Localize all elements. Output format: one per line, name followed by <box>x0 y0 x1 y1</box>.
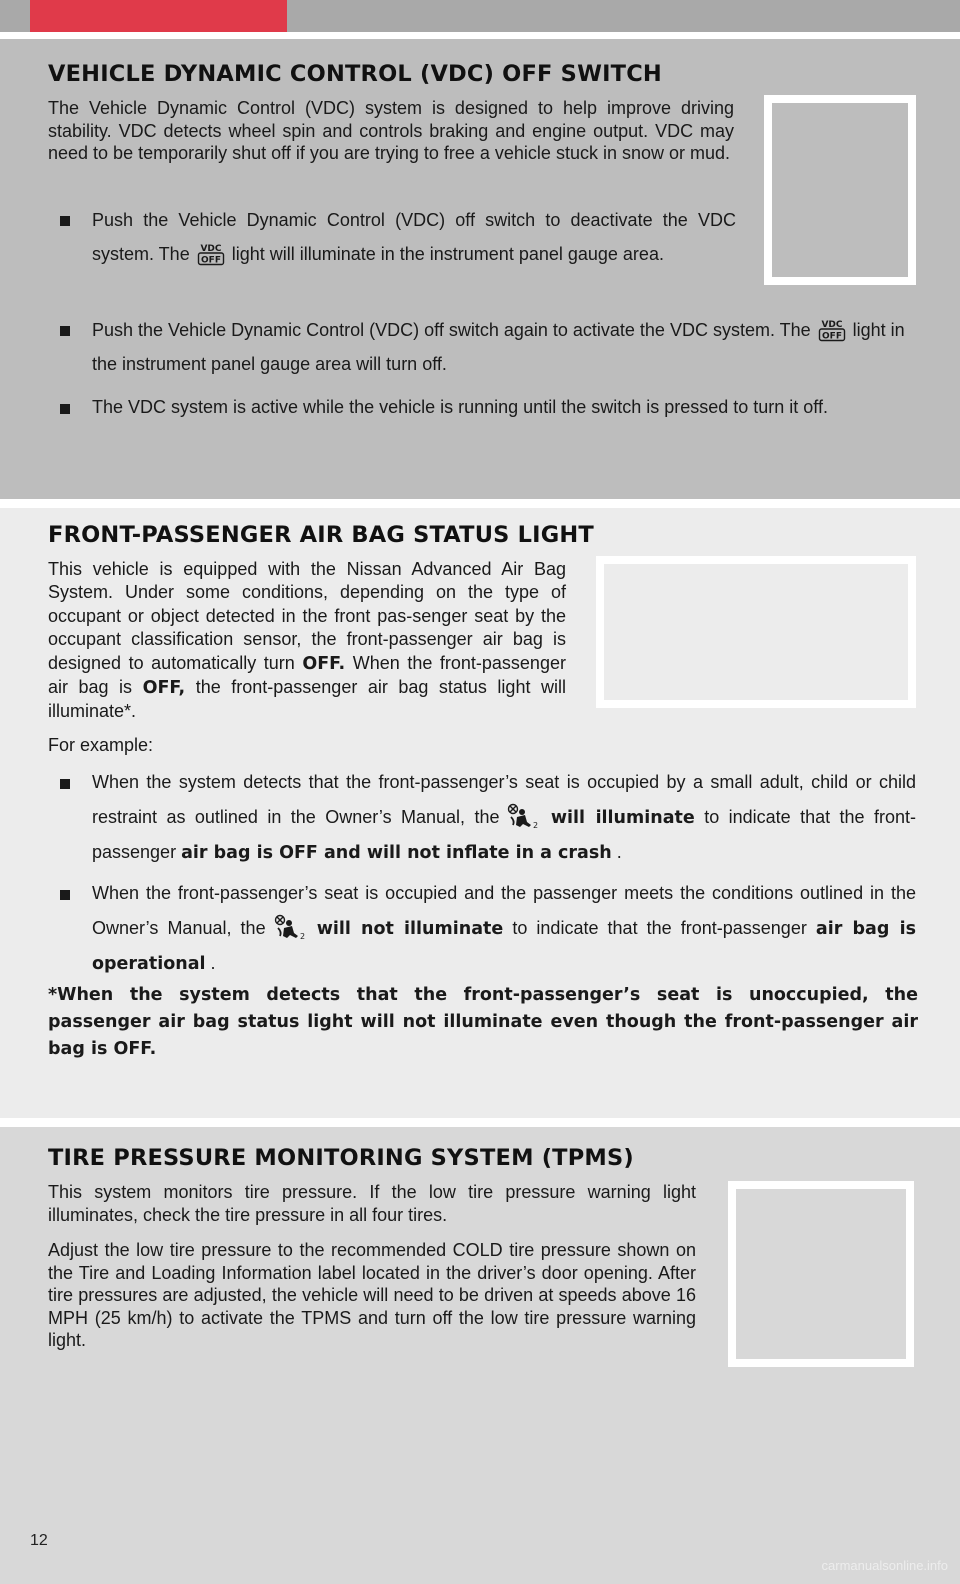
top-header-bar <box>0 0 960 32</box>
vdc-heading: VEHICLE DYNAMIC CONTROL (VDC) OFF SWITCH <box>48 61 662 87</box>
vdc-bullet-3-text: The VDC system is active while the vehicle is running until the switch is pressed to turn it off. <box>92 397 828 417</box>
airbag-off-2: OFF, <box>142 678 186 699</box>
airbag-bullet-1-text-c: . <box>616 842 622 862</box>
vdc-bullet-1-text-b: light will illuminate in the instrument panel gauge area. <box>231 244 664 264</box>
airbag-off-1: OFF. <box>302 653 346 674</box>
header-accent-tab <box>30 0 287 32</box>
vdc-off-indicator-icon <box>196 242 226 266</box>
tpms-para-2: Adjust the low tire pressure to the recommended COLD tire pressure shown on the Tire and Loading Information label located in the driver’s door opening. After tire pressures are adjusted, the vehicle will need to be driven at speeds above 16 MPH (25 km/h) to activate the TPMS and turn off the low tire pressure warning light. <box>48 1240 696 1350</box>
tpms-warning-light-image <box>728 1181 914 1367</box>
vdc-icon-label-top: VDC <box>200 244 222 254</box>
airbag-intro-b: When the front-passenger air bag is <box>48 652 566 698</box>
vdc-bullet-2-text-a: Push the Vehicle Dynamic Control (VDC) off switch again to activate the VDC system. The <box>92 320 811 340</box>
airbag-bullet-1-text-b: to indicate that the front-passenger <box>92 806 916 862</box>
airbag-intro-c: the front-passenger air bag status light will illuminate*. <box>48 677 566 722</box>
section-divider <box>0 1118 960 1127</box>
airbag-intro-a: This vehicle is equipped with the Nissan Advanced Air Bag System. Under some conditions, depending on the type of occupant or object detected in the front pas-senger seat by the occupant classification sensor, the front-passenger air bag is designed to automatically turn <box>48 559 566 673</box>
passenger-airbag-off-icon <box>503 803 537 829</box>
vdc-intro: The Vehicle Dynamic Control (VDC) system is designed to help improve driving stability. VDC detects wheel spin and controls braking and engine output. VDC may need to be temporarily shut off if you are trying to free a vehicle stuck in snow or mud. <box>48 98 734 163</box>
vdc-off-indicator-icon <box>817 318 847 342</box>
airbag-bullet-2-text-c: . <box>210 953 216 973</box>
airbag-bullet-2-bold-2: air bag is operational <box>92 918 916 974</box>
tpms-heading: TIRE PRESSURE MONITORING SYSTEM (TPMS) <box>48 1145 634 1171</box>
airbag-bullet-2-text-a: When the front-passenger’s seat is occupied and the passenger meets the conditions outlined in the Owner’s Manual, the <box>92 883 916 938</box>
airbag-heading: FRONT-PASSENGER AIR BAG STATUS LIGHT <box>48 522 594 548</box>
bullet-square-icon <box>60 404 70 414</box>
vdc-icon-label-bottom: OFF <box>200 255 221 266</box>
passenger-airbag-off-icon <box>270 914 304 940</box>
airbag-bullet-1-bold-2: air bag is OFF and will not inflate in a crash <box>181 843 612 863</box>
airbag-section <box>0 508 960 1118</box>
watermark: carmanualsonline.info <box>821 1558 948 1573</box>
airbag-bullet-2-text-b: to indicate that the front-passenger <box>512 917 807 938</box>
vdc-switch-image <box>764 95 916 285</box>
bullet-square-icon <box>60 890 70 900</box>
bullet-square-icon <box>60 326 70 336</box>
vdc-bullet-1-text-a: Push the Vehicle Dynamic Control (VDC) off switch to deactivate the VDC system. The <box>92 210 736 264</box>
airbag-bullet-2-bold-1: will not illuminate <box>316 918 504 939</box>
airbag-status-light-image <box>596 556 916 708</box>
airbag-bullet-1-text-a: When the system detects that the front-passenger’s seat is occupied by a small adult, child or child restraint as outlined in the Owner’s Manual, the <box>92 772 916 827</box>
section-divider <box>0 499 960 508</box>
header-divider <box>0 32 960 39</box>
vdc-icon-label-bottom: OFF <box>821 331 842 342</box>
airbag-for-example: For example: <box>48 735 154 755</box>
vdc-bullet-2-text-b: light in the instrument panel gauge area will turn off. <box>92 320 905 374</box>
tpms-section <box>0 1127 960 1584</box>
page-number: 12 <box>30 1532 48 1549</box>
airbag-intro <box>48 558 566 724</box>
bullet-square-icon <box>60 216 70 226</box>
vdc-icon-label-top: VDC <box>821 320 843 330</box>
bullet-square-icon <box>60 779 70 789</box>
airbag-footnote: *When the system detects that the front-passenger’s seat is unoccupied, the passenger air bag status light will not illuminate even though the front-passenger air bag is OFF. <box>48 985 918 1059</box>
vdc-section <box>0 39 960 499</box>
icon-subscript: 2 <box>299 931 305 941</box>
icon-subscript: 2 <box>533 820 539 830</box>
tpms-para-1: This system monitors tire pressure. If the low tire pressure warning light illuminates, check the tire pressure in all four tires. <box>48 1182 696 1225</box>
airbag-bullet-1-bold-1: will illuminate <box>550 807 695 828</box>
